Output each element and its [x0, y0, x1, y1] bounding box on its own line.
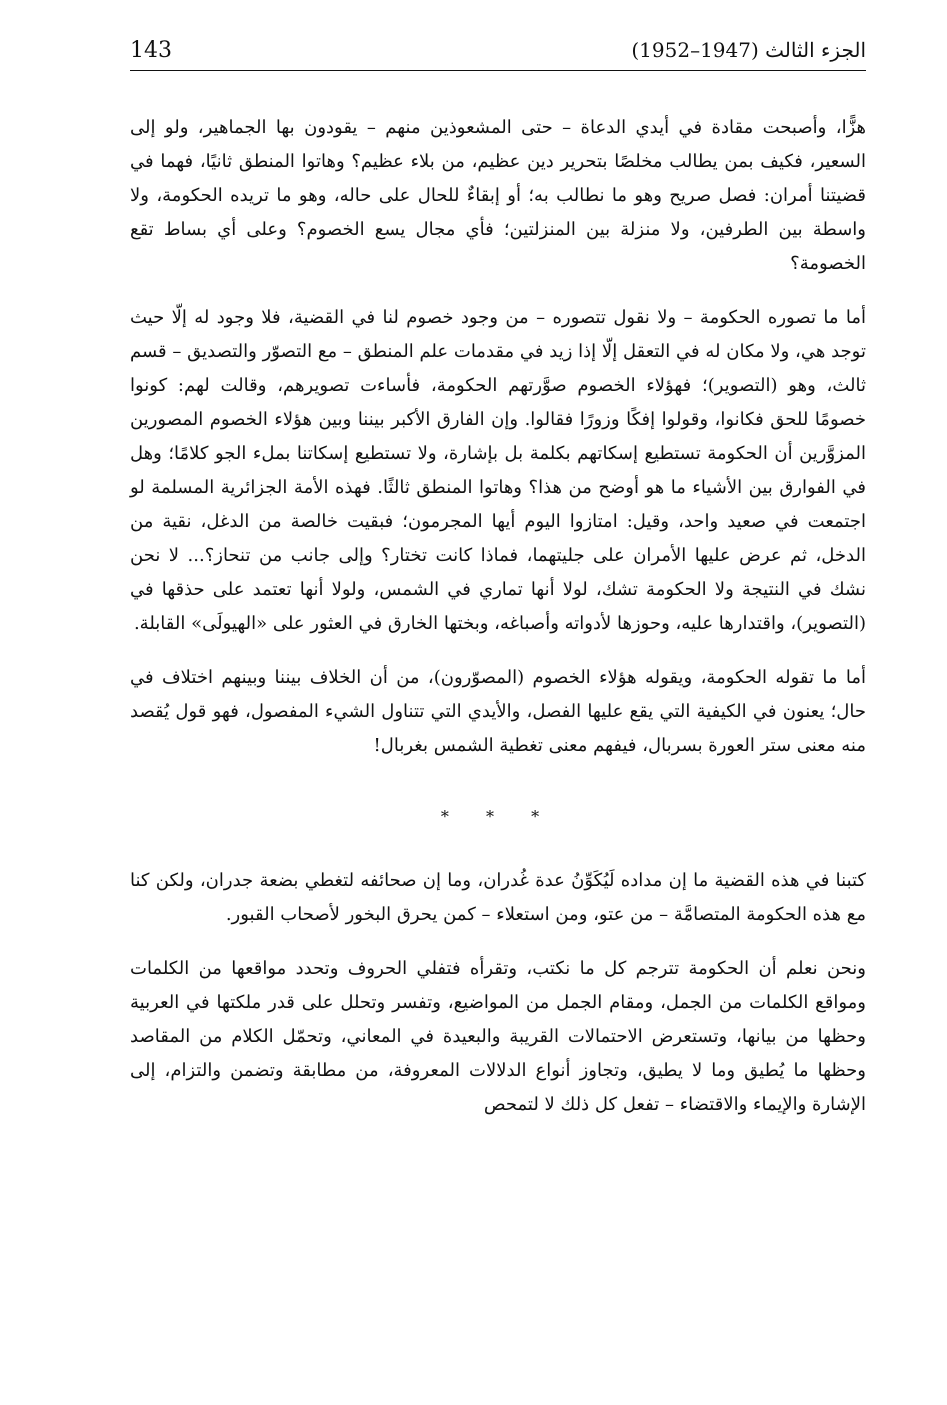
page-number: 143: [130, 38, 172, 63]
book-page: [130, 36, 866, 1122]
section-separator: * * *: [440, 807, 556, 826]
running-header: [130, 36, 866, 71]
paragraph-1: هزًّا، وأصبحت مقادة في أيدي الدعاة – حتى المشعوذين منهم – يقودون بها الجماهير، ولو إلى السعير، فكيف بمن يطالب مخلصًا بتحرير دين عظيم، من بلاء عظيم؟ وهاتوا المنطق ثانيًا، فهما في قضيتنا أمران: فصل صريح وهو ما نطالب به؛ أو إبقاءٌ للحال على حاله، وهو ما تريده الحكومة، ولا واسطة بين الطرفين، ولا منزلة بين المنزلتين؛ فأي مجال يسع الخصوم؟ وعلى أي بساط تقع الخصومة؟: [130, 117, 866, 274]
running-title: الجزء الثالث (1947–1952): [631, 38, 866, 62]
page-body: [130, 111, 866, 1122]
paragraph-2: أما ما تصوره الحكومة – ولا نقول تتصوره – من وجود خصوم لنا في القضية، فلا وجود له إلّا حيث توجد هي، ولا مكان له في التعقل إلّا إذا زيد في مقدمات علم المنطق – مع التصوّر والتصديق – قسم ثالث، وهو (التصوير)؛ فهؤلاء الخصوم صوَّرتهم الحكومة، فأساءت تصويرهم، وقالت لهم: كونوا خصومًا للحق فكانوا، وقولوا إفكًا وزورًا فقالوا. وإن الفارق الأكبر بيننا وبين هؤلاء الخصوم المصورين المزوَّرين أن الحكومة تستطيع إسكاتهم بكلمة بل بإشارة، ولا تستطيع إسكاتنا بملء الجو كلامًا؛ وهل في الفوارق بين الأشياء ما هو أوضح من هذا؟ وهاتوا المنطق ثالثًا. فهذه الأمة الجزائرية المسلمة لو اجتمعت في صعيد واحد، وقيل: امتازوا اليوم أيها المجرمون؛ فبقيت خالصة من الدغل، نقية من الدخل، ثم عرض عليها الأمران على جليتهما، فماذا كانت تختار؟ وإلى جانب من تنحاز؟... لا نحن نشك في النتيجة ولا الحكومة تشك، لولا أنها تماري في الشمس، ولولا أنها تعتمد على حذقها في (التصوير)، واقتدارها عليه، وحوزها لأدواته وأصباغه، وبختها الخارق في العثور على «الهيولَى» القابلة.: [130, 307, 866, 634]
paragraph-3: أما ما تقوله الحكومة، ويقوله هؤلاء الخصوم (المصوّرون)، من أن الخلاف بيننا وبينهم اختلاف في حال؛ يعنون في الكيفية التي يقع عليها الفصل، والأيدي التي تتناول الشيء المفصول، فهو قول يُقصد منه معنى ستر العورة بسربال، فيفهم معنى تغطية الشمس بغربال!: [130, 667, 866, 756]
paragraph-5: ونحن نعلم أن الحكومة تترجم كل ما نكتب، وتقرأه فتفلي الحروف وتحدد مواقعها من الكلمات ومواقع الكلمات من الجمل، ومقام الجمل من المواضيع، وتفسر وتحلل على قدر ملكتها في العربية وحظها من بيانها، وتستعرض الاحتمالات القريبة والبعيدة في المعاني، وتحمّل الكلام من المقاصد وحظها ما يُطيق وما لا يطيق، وتجاوز أنواع الدلالات المعروفة، من مطابقة وتضمن والتزام، إلى الإشارة والإيماء والاقتضاء – تفعل كل ذلك لا لتمحص: [130, 958, 866, 1115]
paragraph-4: كتبنا في هذه القضية ما إن مداده لَيُكَوِّنُ عدة غُدران، وما إن صحائفه لتغطي بضعة جدران، ولكن كنا مع هذه الحكومة المتصامَّة – من عتو، ومن استعلاء – كمن يحرق البخور لأصحاب القبور.: [130, 870, 866, 925]
